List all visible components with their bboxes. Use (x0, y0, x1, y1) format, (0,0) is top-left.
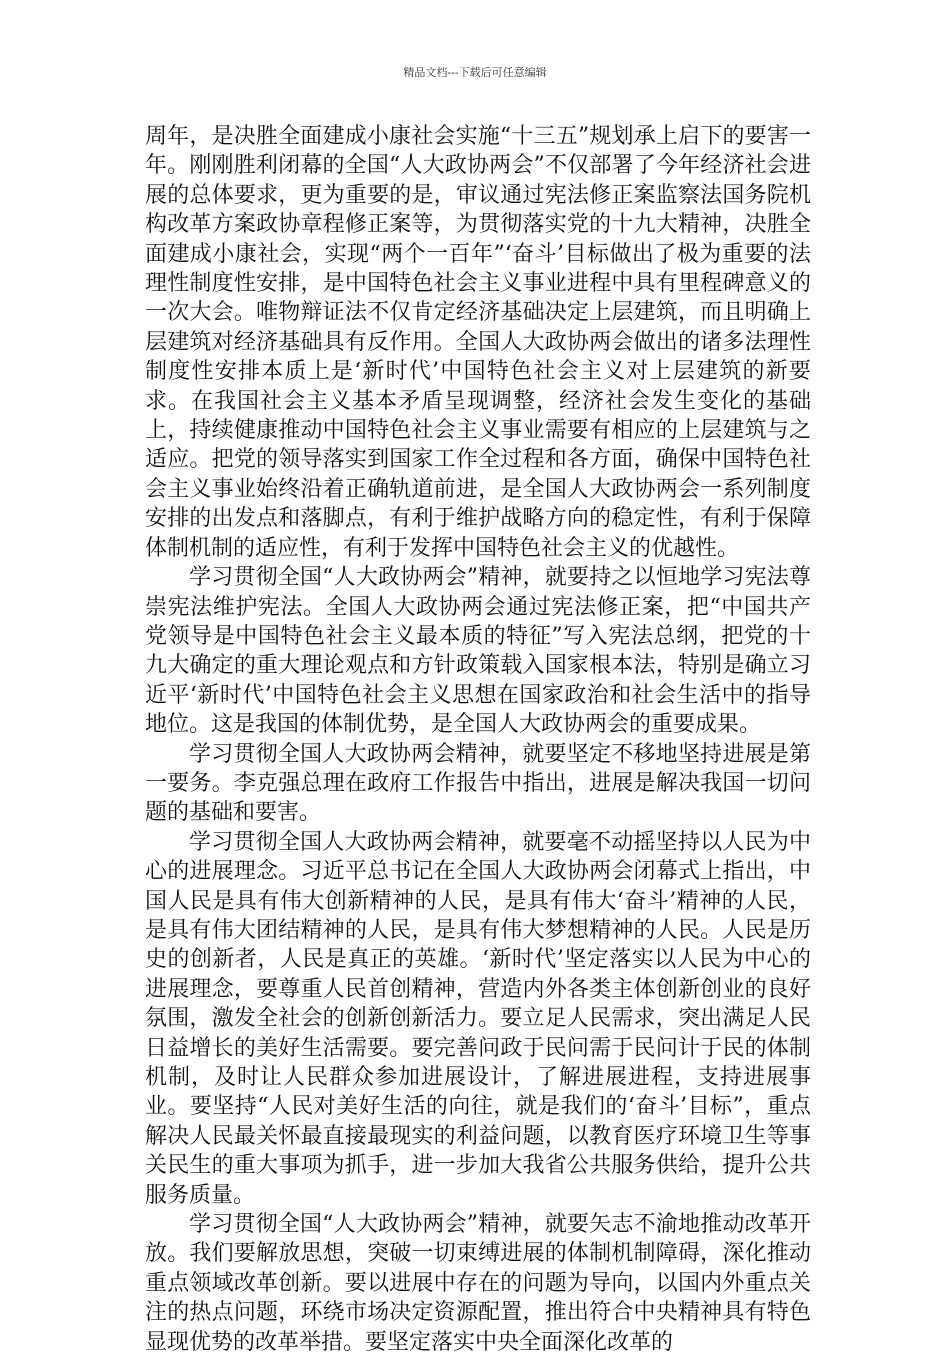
paragraph-2: 学习贯彻全国“人大政协两会”精神，就要持之以恒地学习宪法尊崇宪法维护宪法。全国人大政协两会通过宪法修正案，把“中国共产党领导是中国特色社会主义最本质的特征”写入宪法总纲，把党的十九大确定的重大理论观点和方针政策载入国家根本法，特别是确立习近平‘新时代’中国特色社会主义思想在国家政治和社会生活中的指导地位。这是我国的体制优势，是全国人大政协两会的重要成果。 (145, 565, 811, 738)
paragraph-3: 学习贯彻全国人大政协两会精神，就要坚定不移地坚持进展是第一要务。李克强总理在政府工作报告中指出，进展是解决我国一切问题的基础和要害。 (145, 741, 811, 826)
paragraph-1: 周年，是决胜全面建成小康社会实施“十三五”规划承上启下的要害一年。刚刚胜利闭幕的全国“人大政协两会”不仅部署了今年经济社会进展的总体要求，更为重要的是，审议通过宪法修正案监察法国务院机构改革方案政协章程修正案等，为贯彻落实党的十九大精神，决胜全面建成小康社会，实现“两个一百年”‘奋斗’目标做出了极为重要的法理性制度性安排，是中国特色社会主义事业进程中具有里程碑意义的一次大会。唯物辩证法不仅肯定经济基础决定上层建筑，而且明确上层建筑对经济基础具有反作用。全国人大政协两会做出的诸多法理性制度性安排本质上是‘新时代’中国特色社会主义对上层建筑的新要求。在我国社会主义基本矛盾呈现调整，经济社会发生变化的基础上，持续健康推动中国特色社会主义事业需要有相应的上层建筑与之适应。把党的领导落实到国家工作全过程和各方面，确保中国特色社会主义事业始终沿着正确轨道前进，是全国人大政协两会一系列制度安排的出发点和落脚点，有利于维护战略方向的稳定性，有利于保障体制机制的适应性，有利于发挥中国特色社会主义的优越性。 (145, 124, 811, 561)
page-header: 精品文档---下载后可任意编辑 (403, 66, 547, 79)
paragraph-5: 学习贯彻全国“人大政协两会”精神，就要矢志不渝地推动改革开放。我们要解放思想，突破一切束缚进展的体制机制障碍，深化推动重点领域改革创新。要以进展中存在的问题为导向，以国内外重点关注的热点问题，环绕市场决定资源配置，推出符合中央精神具有特色显现优势的改革举措。要坚定落实中央全面深化改革的 (145, 1212, 811, 1355)
paragraph-4: 学习贯彻全国人大政协两会精神，就要毫不动摇坚持以人民为中心的进展理念。习近平总书记在全国人大政协两会闭幕式上指出，中国人民是具有伟大创新精神的人民，是具有伟大‘奋斗’精神的人民，是具有伟大团结精神的人民，是具有伟大梦想精神的人民。人民是历史的创新者，人民是真正的英雄。‘新时代’坚定落实以人民为中心的进展理念，要尊重人民首创精神，营造内外各类主体创新创业的良好氛围，激发全社会的创新创新活力。要立足人民需求，突出满足人民日益增长的美好生活需要。要完善问政于民问需于民问计于民的体制机制，及时让人民群众参加进展设计，了解进展进程，支持进展事业。要坚持“人民对美好生活的向往，就是我们的‘奋斗’目标”，重点解决人民最关怀最直接最现实的利益问题，以教育医疗环境卫生等事关民生的重大事项为抓手，进一步加大我省公共服务供给，提升公共服务质量。 (145, 829, 811, 1208)
document-body (145, 122, 811, 1357)
